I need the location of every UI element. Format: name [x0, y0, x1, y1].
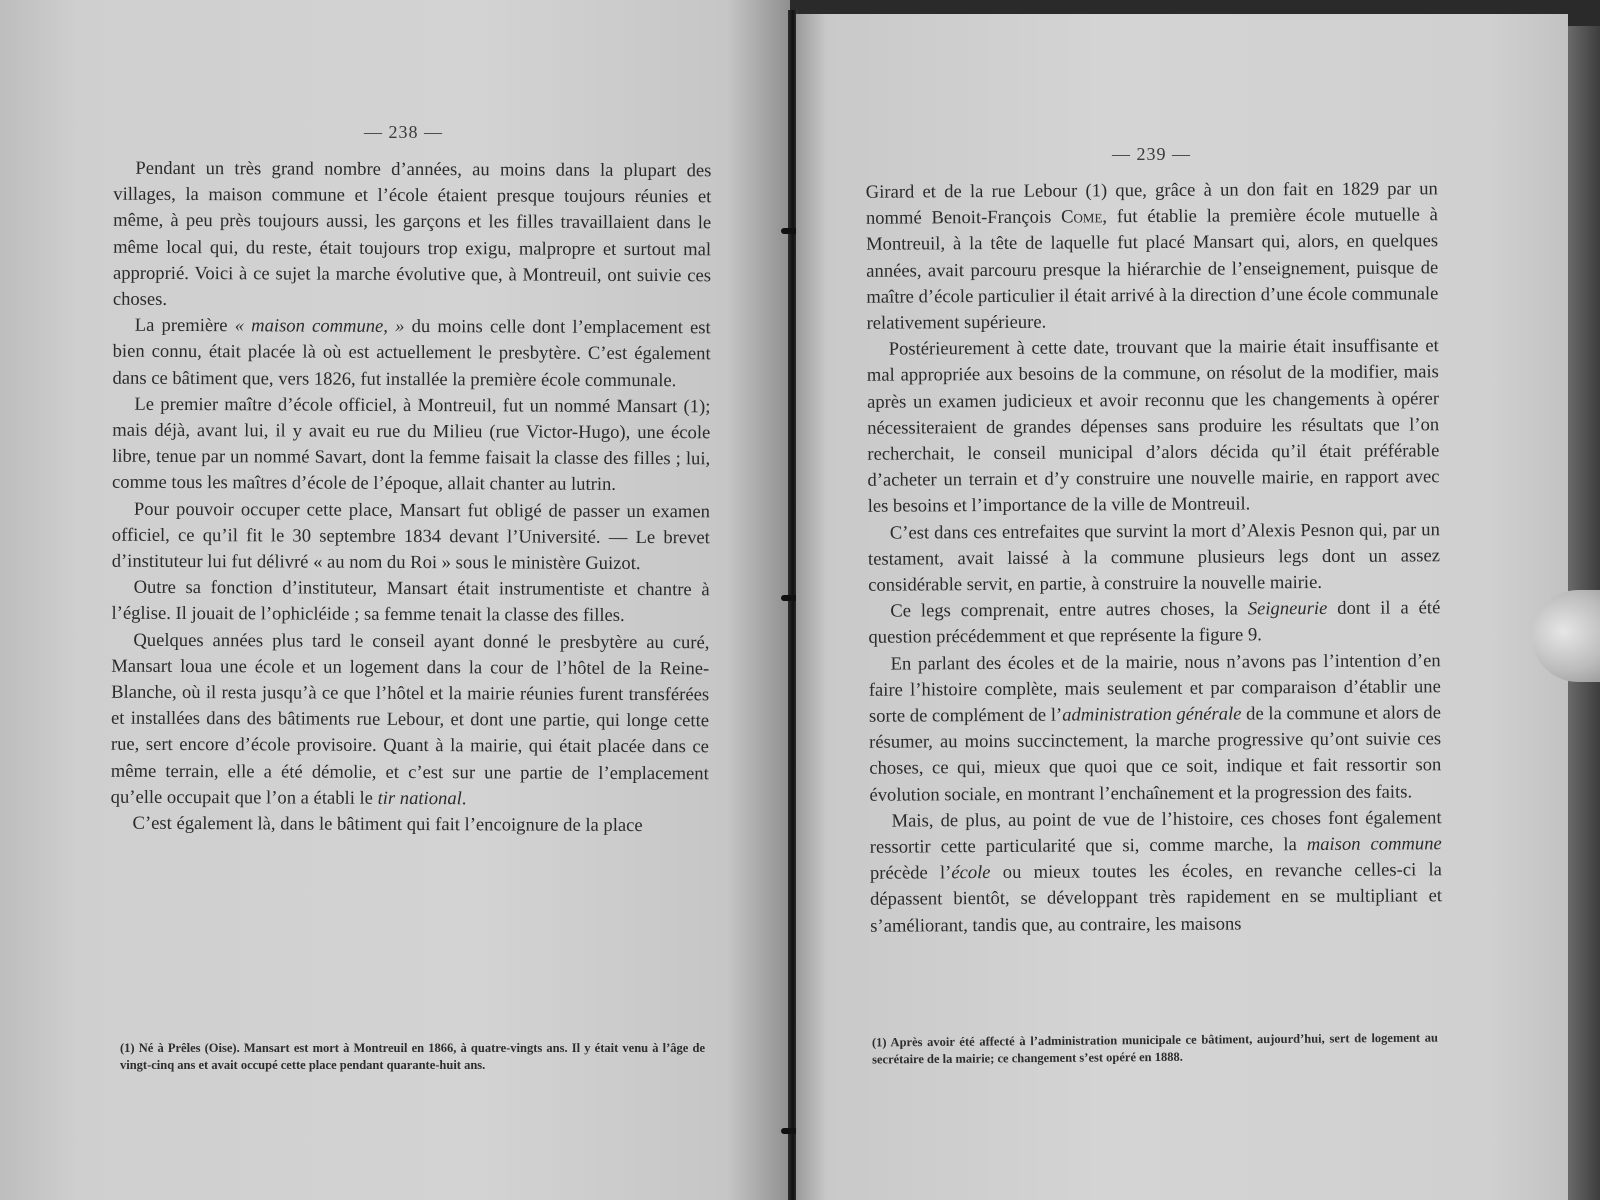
right-paragraph-3: C’est dans ces entrefaites que survint la mort d’Alexis Pesnon qui, par un testament, avait laissé à la commune plusieurs legs dont un assez considérable servit, en partie, à construire la nouvelle mairie.: [867, 518, 1441, 596]
right-paragraph-6: [870, 805, 1443, 940]
left-paragraph-6-text-b: .: [461, 788, 467, 810]
right-page: [796, 14, 1568, 1200]
right-paragraph-6-italic-2: école: [951, 862, 991, 884]
right-paragraph-4-italic: Seigneurie: [1247, 598, 1328, 620]
left-paragraph-3: Le premier maître d’école officiel, à Montreuil, fut un nommé Mansart (1); mais déjà, avant lui, il y avait eu rue du Milieu (rue Victor-Hugo), une école libre, tenue par un nommé Savart, dont la femme faisait la classe des filles ; lui, comme tous les maîtres d’école de l’époque, allait chanter au lutrin.: [112, 393, 711, 496]
left-paragraph-6-italic: tir national: [377, 787, 462, 810]
right-paragraph-6-text-a: Mais, de plus, au point de vue de l’histoire, ces choses font également ressortir cette particularité que si, comme marche, la: [869, 807, 1442, 858]
right-paragraph-6-italic-1: maison commune: [1306, 833, 1442, 856]
right-paragraph-4-text-a: Ce legs comprenait, entre autres choses, la: [890, 598, 1248, 622]
left-paragraph-1-text: Pendant un très grand nombre d’années, au moins dans la plupart des villages, la maison commune et l’école étaient presque toujours réunies et même, à peu près toujours aussi, les garçons et les filles travaillaient dans le même local qui, du reste, était toujours trop exigu, malpropre et surtout mal approprié. Voici à ce sujet la marche évolutive que, à Montreuil, ont suivie ces choses.: [112, 157, 712, 310]
right-page-number: — 239 —: [1112, 144, 1191, 164]
right-paragraph-1-smallcaps: Come: [1061, 206, 1103, 228]
left-paragraph-2-italic: « maison commune, »: [234, 315, 405, 338]
right-paragraph-4-text-b: dont il a été question précédemment et que représente la figure 9.: [868, 597, 1441, 649]
right-paragraph-5: [869, 648, 1442, 809]
left-page: [0, 0, 790, 1200]
left-paragraph-7: C’est également là, dans le bâtiment qui fait l’encoignure de la place: [132, 812, 643, 837]
left-page-body: [111, 156, 712, 840]
right-paragraph-6-text-b: précède l’: [869, 862, 952, 885]
right-paragraph-5-italic: administration générale: [1062, 703, 1242, 726]
right-paragraph-1-text-a: Girard et de la rue Lebour (1) que, grâce à un don fait en 1829 par un nommé Benoit-François: [865, 178, 1438, 229]
left-paragraph-2-text-a: La première: [134, 315, 235, 337]
left-paragraph-2-text-b: du moins celle dont l’emplacement est bien connu, était placée là où est actuellement le presbytère. C’est également dans ce bâtiment que, vers 1826, fut installée la première école communale.: [112, 316, 711, 391]
left-paragraph-5: Outre sa fonction d’instituteur, Mansart était instrumentiste et chantre à l’église. Il jouait de l’ophicléide ; sa femme tenait la classe des filles.: [111, 577, 710, 627]
right-paragraph-6-text-c: ou mieux toutes les écoles, en revanche celles-ci la dépassent bientôt, se développant très rapidement en se multipliant et s’améliorant, tandis que, au contraire, les maisons: [870, 859, 1443, 937]
right-paragraph-2: Postérieurement à cette date, trouvant que la mairie était insuffisante et mal appropriée aux besoins de la commune, on résolut de la modifier, mais après un examen judicieux et avoir reconnu que les changements à opérer nécessiteraient de grandes dépenses sans produire les résultats que l’on recherchait, le conseil municipal d’alors décida qu’il était préférable d’acheter un terrain et d’y construire une nouvelle mairie, en rapport avec les besoins et l’importance de la ville de Montreuil.: [866, 335, 1440, 518]
right-paragraph-5-text-a: En parlant des écoles et de la mairie, nous n’avons pas l’intention d’en faire l’histoire complète, mais seulement et par comparaison d’établir une sorte de complément de l’: [868, 649, 1441, 727]
left-paragraph-2: [112, 313, 710, 394]
right-paragraph-5-text-b: de la commune et alors de résumer, au moins succinctement, la marche progressive qu’ont suivie ces choses, ce qui, mieux que quoi que ce soit, indique et fait ressortir son évolution sociale, en montrant l’enchaînement et la progression des faits.: [869, 702, 1442, 806]
right-footnote: (1) Après avoir été affecté à l’administration municipale ce bâtiment, aujourd’hui, sert de logement au secrétaire de la mairie; ce changement s’est opéré en 1888.: [871, 1030, 1438, 1067]
left-paragraph-6-text-a: Quelques années plus tard le conseil ayant donné le presbytère au curé, Mansart loua une école et un logement dans la cour de l’hôtel de la Reine-Blanche, où il resta jusqu’à ce que l’hôtel et la mairie réunies furent transférées et installées dans des bâtiments rue Lebour, et dont une partie, qui longe cette rue, sert encore d’école provisoire. Quant à la mairie, qui était placée dans ce même terrain, elle a été démolie, et c’est sur une partie de l’emplacement qu’elle occupait que l’on a établi le: [110, 629, 710, 809]
right-paragraph-1-text-b: , fut établie la première école mutuelle à Montreuil, à la tête de laquelle fut placé Mansart qui, alors, en quelques années, avait parcouru presque la hiérarchie de l’enseignement, puisque de maître d’école particulier il était arrivé à la direction d’une école communale relativement supérieure.: [866, 204, 1439, 334]
right-paragraph-4: [868, 596, 1440, 652]
left-paragraph-1: [113, 156, 712, 316]
left-page-number: — 238 —: [364, 122, 443, 142]
right-page-body: [866, 176, 1443, 939]
left-paragraph-4: Pour pouvoir occuper cette place, Mansart fut obligé de passer un examen officiel, ce qu’il fit le 30 septembre 1834 devant l’Université. — Le brevet d’instituteur lui fut délivré « au nom du Roi » sous le ministère Guizot.: [111, 498, 710, 575]
right-paragraph-1: [866, 176, 1439, 337]
left-footnote: (1) Né à Prêles (Oise). Mansart est mort à Montreuil en 1866, à quatre-vingts ans. Il y était venu à l’âge de vingt-cinq ans et avait occupé cette place pendant quarante-huit ans.: [120, 1041, 705, 1072]
left-paragraph-6: [111, 627, 710, 813]
